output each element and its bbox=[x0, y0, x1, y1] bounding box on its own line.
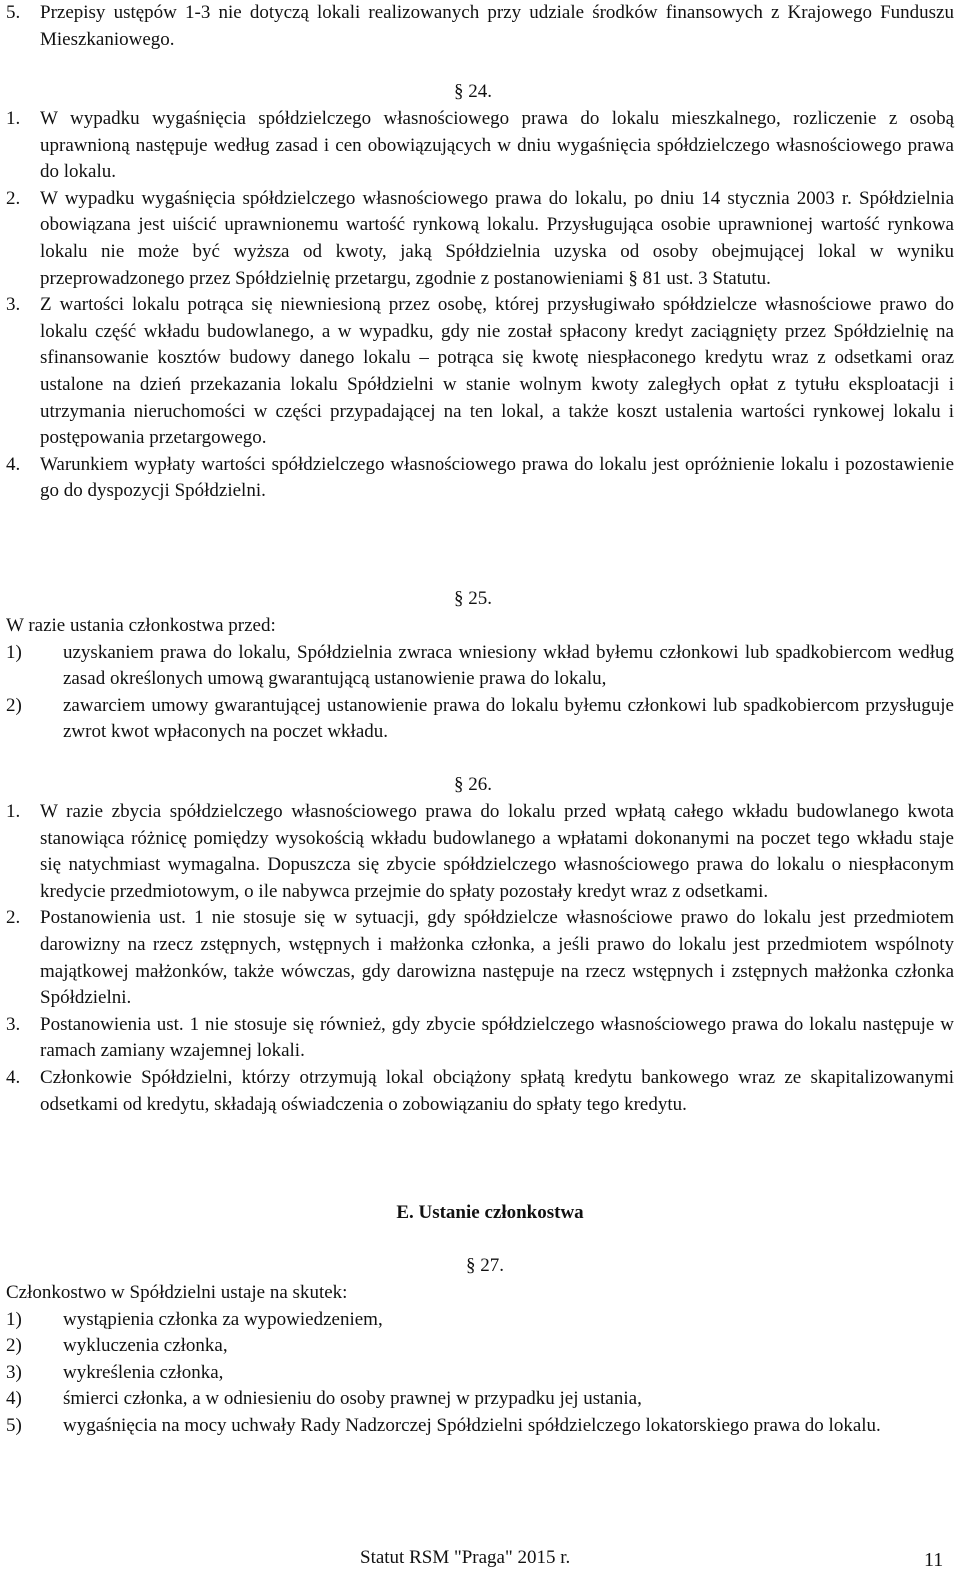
item-text: Z wartości lokalu potrąca się niewniesioną przez osobę, której przysługiwało spółdzielcze własnościowe prawo do lokalu część wkładu budowlanego, a w wypadku, gdy nie został spłacony kredyt zaciągnięty przez Spółdzielnię na sfinansowanie kosztów budowy danego lokalu – potrąca się kwotę niespłaconego kredytu wraz z odsetkami oraz ustalone na dzień przekazania lokalu Spółdzielni w stanie wolnym kwoty zaległych opłat z tytułu eksploatacji i utrzymania nieruchomości w części przypadającej na ten lokal, a także koszt ustalenia wartości rynkowej lokalu i postępowania przetargowego. bbox=[40, 294, 954, 449]
item-number: 4. bbox=[6, 1066, 21, 1088]
section-heading-25: § 25. bbox=[454, 588, 492, 609]
item-number: 3. bbox=[6, 1013, 21, 1035]
item-text: W razie zbycia spółdzielczego własnościowego prawa do lokalu przed wpłatą całego wkładu budowlanego kwota stanowiąca różnicę pomiędzy wysokością wkładu budowlanego a wpłatami dokonanymi na poczet tego wkładu staje się natychmiast wymagalna. Dopuszcza się zbycie spółdzielczego własnościowego prawa do lokalu o niespłaconym kredycie przedmiotowym, o ile nabywca przejmie do spłaty pozostały kredyt wraz z odsetkami. bbox=[40, 801, 954, 902]
item-number: 4) bbox=[6, 1388, 22, 1410]
item-number: 1. bbox=[6, 801, 21, 822]
section-26 bbox=[6, 799, 954, 1118]
list-item bbox=[6, 106, 954, 186]
list-item bbox=[6, 693, 954, 746]
list-item bbox=[6, 1386, 954, 1413]
section-intro: W razie ustania członkostwa przed: bbox=[6, 615, 276, 636]
list-item bbox=[6, 1065, 954, 1118]
chapter-heading: E. Ustanie członkostwa bbox=[396, 1202, 584, 1223]
item-text: W wypadku wygaśnięcia spółdzielczego własnościowego prawa do lokalu mieszkalnego, rozliczenie z osobą uprawnioną następuje według zasad i cen obowiązujących w dniu wygaśnięcia spółdzielczego własnościowego prawa do lokalu. bbox=[40, 108, 954, 183]
list-item bbox=[6, 1012, 954, 1065]
item-text: Postanowienia ust. 1 nie stosuje się w sytuacji, gdy spółdzielcze własnościowe prawo do lokalu jest przedmiotem darowizny na rzecz zstępnych, wstępnych i małżonka członka, a jeśli prawo do lokalu jest przedmiotem wspólnoty majątkowej małżonków, także wówczas, gdy darowizna następuje na rzecz wstępnych i zstępnych małżonka członka Spółdzielni. bbox=[40, 907, 954, 1009]
list-item bbox=[6, 640, 954, 693]
page-number: 11 bbox=[924, 1549, 944, 1571]
section-heading-26: § 26. bbox=[454, 774, 492, 795]
item-number: 5) bbox=[6, 1414, 22, 1436]
list-item bbox=[6, 905, 954, 1011]
item-text: Postanowienia ust. 1 nie stosuje się również, gdy zbycie spółdzielczego własnościowego prawa do lokalu następuje w ramach zamiany wzajemnej lokali. bbox=[40, 1013, 954, 1062]
item-text: Przepisy ustępów 1-3 nie dotyczą lokali realizowanych przy udziale środków finansowych z Krajowego Funduszu Mieszkaniowego. bbox=[40, 2, 954, 50]
section-24 bbox=[6, 106, 954, 505]
item-number: 1) bbox=[6, 641, 22, 663]
item-text: wygaśnięcia na mocy uchwały Rady Nadzorczej Spółdzielni spółdzielczego lokatorskiego prawa do lokalu. bbox=[63, 1414, 881, 1436]
item-text: zawarciem umowy gwarantującej ustanowienie prawa do lokalu byłemu członkowi lub spadkobiercom przysługuje zwrot kwot wpłaconych na poczet wkładu. bbox=[63, 694, 954, 743]
list-item bbox=[6, 0, 954, 53]
item-text: śmierci członka, a w odniesieniu do osoby prawnej w przypadku jej ustania, bbox=[63, 1388, 642, 1410]
list-item bbox=[6, 452, 954, 505]
item-number: 5. bbox=[6, 2, 21, 23]
item-text: wykreślenia członka, bbox=[63, 1361, 224, 1383]
item-text: uzyskaniem prawa do lokalu, Spółdzielnia zwraca wniesiony wkład byłemu członkowi lub spadkobiercom według zasad określonych umową gwarantującą ustanowienie prawa do lokalu, bbox=[63, 641, 954, 690]
item-number: 1. bbox=[6, 108, 21, 129]
item-number: 2) bbox=[6, 694, 22, 716]
list-item bbox=[6, 1413, 954, 1440]
list-item bbox=[6, 292, 954, 452]
section-heading-27: § 27. bbox=[466, 1255, 504, 1276]
list-item bbox=[6, 1360, 954, 1387]
item-text: Warunkiem wypłaty wartości spółdzielczego własnościowego prawa do lokalu jest opróżnienie lokalu i pozostawienie go do dyspozycji Spółdzielni. bbox=[40, 453, 954, 502]
list-item bbox=[6, 186, 954, 292]
section-intro: Członkostwo w Spółdzielni ustaje na skutek: bbox=[6, 1282, 348, 1303]
list-item bbox=[6, 1333, 954, 1360]
item-text: W wypadku wygaśnięcia spółdzielczego własnościowego prawa do lokalu, po dniu 14 stycznia 2003 r. Spółdzielnia obowiązana jest uiścić uprawnionemu wartość rynkową lokalu. Przysługująca osobie uprawnionej wartość rynkowa lokalu nie może być wyższa od kwoty, jaką Spółdzielnia uzyska od osoby obejmującej lokal w wyniku przeprowadzonego przez Spółdzielnię przetargu, zgodnie z postanowieniami § 81 ust. 3 Statutu. bbox=[40, 187, 954, 289]
section-27 bbox=[6, 1280, 954, 1440]
item-number: 4. bbox=[6, 453, 21, 475]
item-number: 3) bbox=[6, 1361, 22, 1383]
item-number: 1) bbox=[6, 1308, 22, 1330]
section-23-tail bbox=[6, 0, 954, 53]
list-item bbox=[6, 799, 954, 905]
footer-title: Statut RSM "Praga" 2015 r. bbox=[360, 1547, 571, 1568]
item-text: wykluczenia członka, bbox=[63, 1335, 228, 1357]
item-text: Członkowie Spółdzielni, którzy otrzymują lokal obciążony spłatą kredytu bankowego wraz ze skapitalizowanymi odsetkami od kredytu, składają oświadczenia o zobowiązaniu do spłaty tego kredytu. bbox=[40, 1066, 954, 1115]
item-number: 2. bbox=[6, 907, 21, 929]
item-number: 3. bbox=[6, 294, 21, 316]
section-heading-24: § 24. bbox=[454, 81, 492, 102]
list-item bbox=[6, 1307, 954, 1334]
item-number: 2) bbox=[6, 1335, 22, 1357]
section-25 bbox=[6, 613, 954, 746]
item-text: wystąpienia członka za wypowiedzeniem, bbox=[63, 1308, 383, 1330]
item-number: 2. bbox=[6, 187, 21, 209]
